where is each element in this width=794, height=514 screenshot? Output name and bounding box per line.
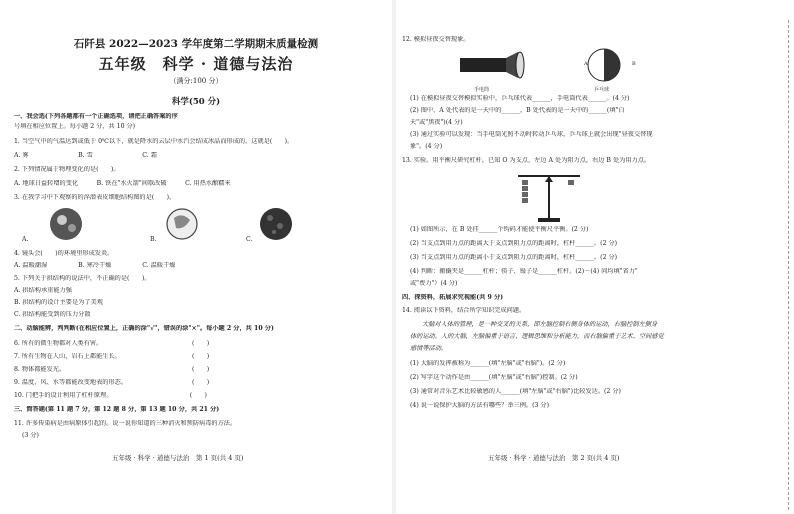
torch-label: 手电筒 <box>474 87 490 93</box>
page-2 <box>396 0 794 514</box>
question-12-1: (1) 在模拟昼夜交替模拟实验中，乒乓球代表______，手电筒代表______。(4 分) <box>410 95 630 102</box>
question-13: 13. 实验。用平衡尺研究杠杆，已知 O 为支点，左边 A 处为阻力点，右边 B 处为用力点。 <box>402 157 651 164</box>
question-5-option-c: C. 拱结构能受到的压力分散 <box>14 311 91 318</box>
question-6: 6. 所有的微生物都对人类有害。 ( ) <box>14 340 210 347</box>
question-11-score: (3 分) <box>22 432 39 439</box>
question-3: 3. 在我学习中下观察的的淬潜表皮细胞结构图的是( )。 <box>14 194 176 201</box>
question-5-option-b: B. 拱结构的设计主要是为了美观 <box>14 299 103 306</box>
question-9: 9. 温度、风、水等都能改变地表的形态。 ( ) <box>14 379 210 386</box>
image-label-a: A. <box>22 236 29 243</box>
reading-paragraph-line-2: 体的运动。人的大脑，左脑偏重于语言、逻辑思维和分析能力，而右脑偏重于艺术、空间感觉 <box>410 333 664 340</box>
science-heading: 科学(50 分) <box>171 97 221 107</box>
flashlight-icon <box>460 58 506 72</box>
section-1-heading: 一、我会选(下列各题都有一个正确选项，请把正确答案的序 <box>14 113 178 120</box>
question-2-options: A. 地球日益转增的变化 B. 铁在"水火箭"间歇改破 C. 用热水酿糯米 <box>14 180 231 187</box>
question-4-options: A. 温暖潮湿 B. 寒冷干燥 C. 温暖干燥 <box>14 262 176 269</box>
question-12-2: (2) 图中，A 处代表的是一天中的______，B 处代表的是一天中的______(填"白 <box>410 107 625 114</box>
question-8: 8. 物体都能发光。 ( ) <box>14 366 210 373</box>
point-a-label: A <box>584 61 588 67</box>
section-1-note: 号填在相应位置上。每小题 2 分，共 10 分) <box>14 123 136 130</box>
question-11: 11. 许多传染病是由病原体引起的。说一说你知道的三种消灭和预防病毒的方法。 <box>14 420 237 427</box>
image-label-b: B. <box>150 236 157 243</box>
question-13-1: (1) 如图所示，在 B 处挂______个钩码才能使平衡尺平衡。(2 分) <box>410 226 589 233</box>
image-label-c: C. <box>246 236 253 243</box>
question-10: 10. 门把手的设计利用了杠杆原理。 ( ) <box>14 392 207 399</box>
lever-diagram <box>514 168 584 226</box>
question-1: 1. 当空气中的气温达到或低于 0℃以下，就是降水的云层中水汽会结成冰晶而形成的，这就是( )。 <box>14 138 294 145</box>
exam-subject: 五年级 科学 · 道德与法治 <box>98 55 294 73</box>
page-1 <box>0 0 392 514</box>
question-2: 2. 下列情况属于物理变化的是( )。 <box>14 166 120 173</box>
question-14-1: (1) 大脑的发挥被称为______(填"左脑"或"右脑")。(2 分) <box>410 360 566 367</box>
question-5: 5. 下列关于拱结构的说法中，不正确的是( )。 <box>14 275 151 282</box>
question-1-options: A. 雾 B. 雪 C. 霜 <box>14 152 157 159</box>
question-13-4: (4) 判断：搬撬夹是______杠杆；筷子、镊子是______杠杆。(2)－(4) 问均填"省力" <box>410 268 638 275</box>
question-4: 4. 镜头会( )的环境里形成发炎。 <box>14 250 114 257</box>
question-13-4-cont: 或"费力"）(4 分) <box>410 280 458 287</box>
exam-title: 石阡县 2022—2023 学年度第二学期期末质量检测 <box>73 38 319 50</box>
binding-edge <box>788 20 792 510</box>
reading-paragraph-line-1: 大脑对人体的管理，是一种交叉的关系，即左脑控制右侧身体的运动，右脑控制左侧身 <box>422 321 658 328</box>
question-12-3: (3) 通过实验可以发现：当手电筒光照不动时转动乒乓球，乒乓球上就会出现"昼夜交替现 <box>410 131 653 138</box>
question-12-3-cont: 象"。(4 分) <box>410 143 443 150</box>
microscope-image-a <box>50 208 82 240</box>
section-4-heading: 四、探资料，拓展求究视能(共 9 分) <box>402 294 504 301</box>
microscope-image-c <box>260 208 292 240</box>
page-1-footer: 五年级 · 科学 · 道德与法治 第 1 页(共 4 页) <box>112 454 244 462</box>
question-7: 7. 所有生物在人山，岩石上都能生长。 ( ) <box>14 353 210 360</box>
question-14-3: (3) 通常对音乐艺术比较敏感的人______(填"左脑"或"右脑")比较发达。(2 分) <box>410 388 621 395</box>
question-12: 12. 模拟昼夜交替现象。 <box>402 36 470 43</box>
page-2-footer: 五年级 · 科学 · 道德与法治 第 2 页(共 4 页) <box>488 454 620 462</box>
full-score: （满分:100 分） <box>169 77 223 85</box>
question-13-3: (3) 当支点到用力点的距离小于支点到阻力点的距离时，杠杆______。(2 分) <box>410 254 618 261</box>
ball-label: 乒乓球 <box>594 87 610 93</box>
question-14-2: (2) 写字这个动作是由______(填"左脑"或"右脑")控制。(2 分) <box>410 374 578 381</box>
question-5-option-a: A. 拱结构承重能力强 <box>14 287 72 294</box>
section-2-heading: 二、动脑能辨，判判断(在相应位置上，正确的涂"√"，错误的涂"×"。每小题 2 分，共 10 分) <box>14 325 274 332</box>
question-14-4: (4) 说一说保护大脑的方法有哪些？举三例。(3 分) <box>410 402 550 409</box>
question-13-2: (2) 当支点到用力点的距离大于支点到阻力点的距离时，杠杆______。(2 分) <box>410 240 618 247</box>
question-3-images <box>14 204 374 252</box>
reading-paragraph-line-3: 感情等活动。 <box>410 345 448 352</box>
question-14: 14. 阅读以下资料，结合所学知识完成问题。 <box>402 307 526 314</box>
question-12-2-cont: 天"或"黑夜")(4 分) <box>410 119 463 126</box>
point-b-label: B <box>632 61 636 67</box>
section-3-heading: 三、简答题(第 11 题 7 分，第 12 题 8 分，第 13 题 10 分，共 21 分) <box>14 406 220 413</box>
